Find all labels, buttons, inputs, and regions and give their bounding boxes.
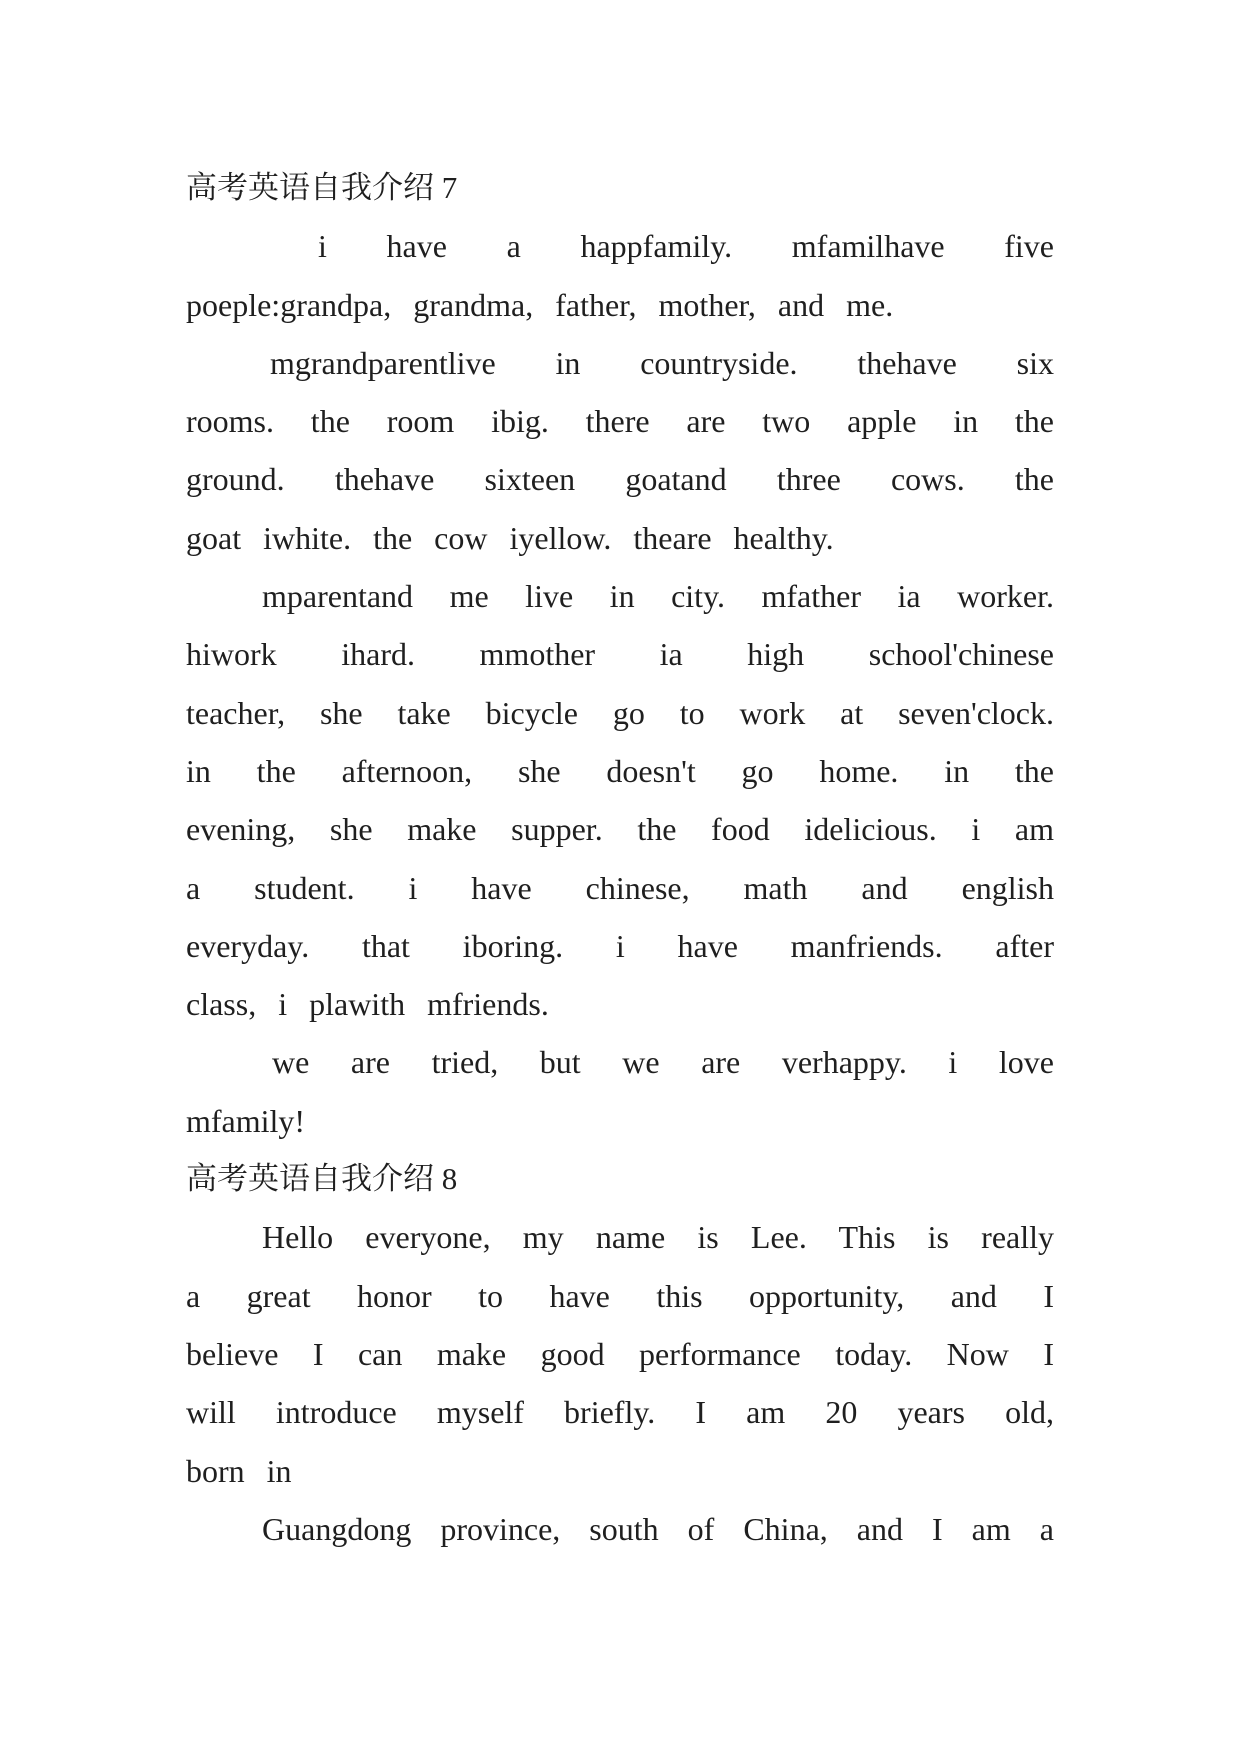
- paragraph-line: everyday. that iboring. i have manfriends. after: [186, 927, 1054, 964]
- paragraph-line: goat iwhite. the cow iyellow. theare healthy.: [186, 519, 834, 556]
- paragraph-line: mparentand me live in city. mfather ia worker.: [262, 578, 1054, 615]
- paragraph-line: class, i plawith mfriends.: [186, 986, 549, 1023]
- paragraph-line: mgrandparentlive in countryside. thehave six: [270, 344, 1054, 381]
- paragraph-line: evening, she make supper. the food idelicious. i am: [186, 811, 1054, 848]
- paragraph-line: a great honor to have this opportunity, and I: [186, 1277, 1054, 1314]
- paragraph-line: rooms. the room ibig. there are two apple in the: [186, 403, 1054, 440]
- paragraph-line: born in: [186, 1452, 292, 1489]
- paragraph-line: in the afternoon, she doesn't go home. in the: [186, 752, 1054, 789]
- paragraph-line: teacher, she take bicycle go to work at seven'clock.: [186, 694, 1054, 731]
- paragraph-line: Guangdong province, south of China, and I am a: [262, 1510, 1054, 1547]
- paragraph-line: believe I can make good performance today. Now I: [186, 1335, 1054, 1372]
- document-content: [186, 159, 1054, 1558]
- section-heading: 高考英语自我介绍 7: [186, 170, 458, 205]
- paragraph-line: mfamily!: [186, 1102, 306, 1139]
- section-heading: 高考英语自我介绍 8: [186, 1161, 458, 1197]
- paragraph-line: will introduce myself briefly. I am 20 years old,: [186, 1394, 1054, 1431]
- paragraph-line: Hello everyone, my name is Lee. This is really: [262, 1219, 1054, 1256]
- paragraph-line: hiwork ihard. mmother ia high school'chinese: [186, 636, 1054, 673]
- paragraph-line: a student. i have chinese, math and english: [186, 869, 1054, 906]
- paragraph-line: we are tried, but we are verhappy. i love: [272, 1044, 1054, 1081]
- paragraph-line: poeple:grandpa, grandma, father, mother, and me.: [186, 286, 894, 323]
- paragraph-line: i have a happfamily. mfamilhave five: [318, 228, 1054, 265]
- paragraph-line: ground. thehave sixteen goatand three cows. the: [186, 461, 1054, 498]
